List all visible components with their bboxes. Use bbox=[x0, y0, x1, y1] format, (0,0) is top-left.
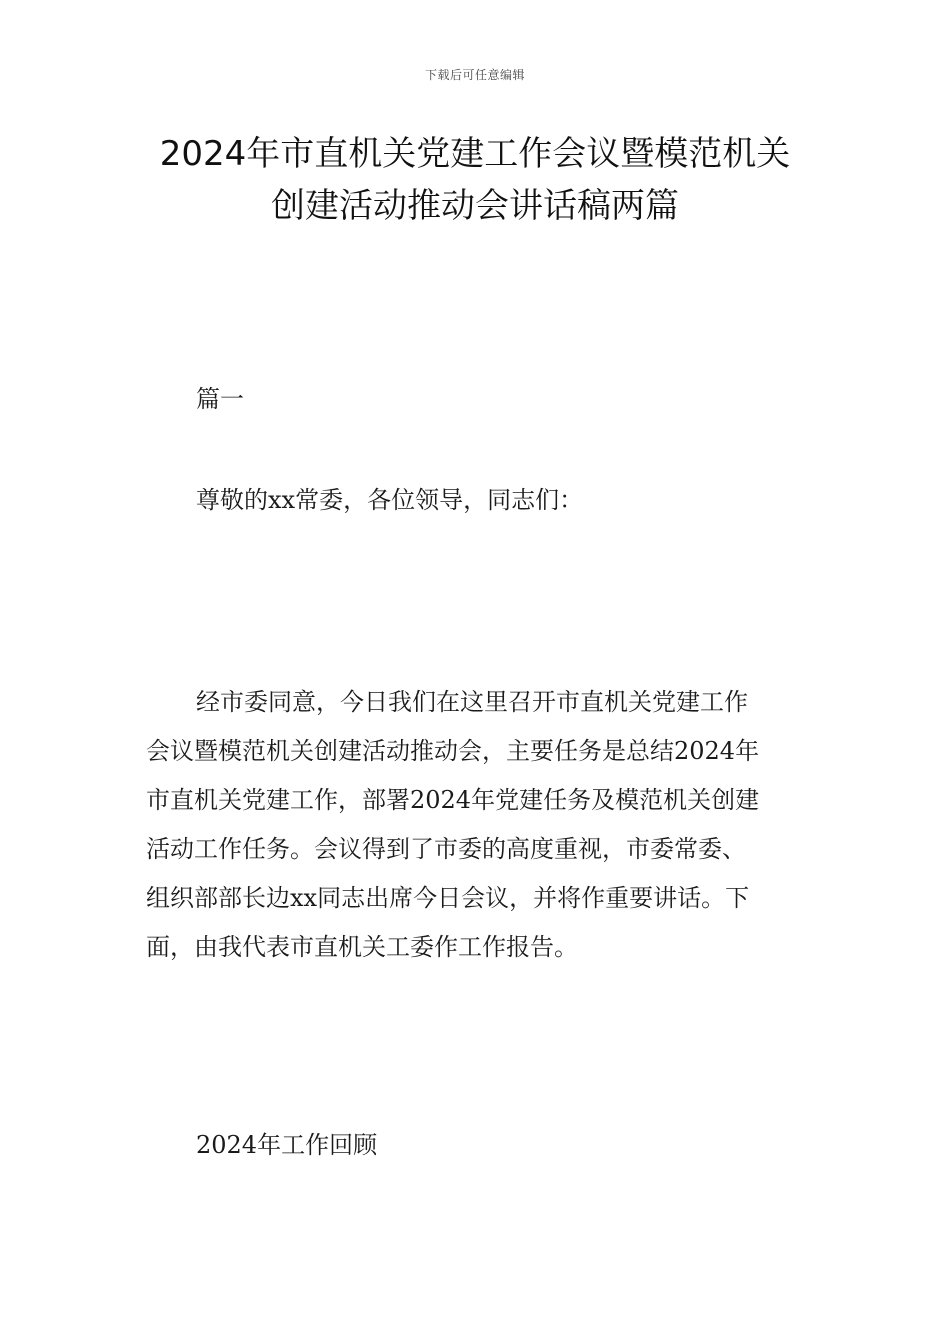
paragraph-line: 经市委同意，今日我们在这里召开市直机关党建工作 bbox=[196, 688, 748, 716]
title-line-2: 创建活动推动会讲话稿两篇 bbox=[271, 186, 679, 226]
salutation: 尊敬的xx常委，各位领导，同志们： bbox=[196, 486, 584, 514]
paragraph-line: 活动工作任务。会议得到了市委的高度重视，市委常委、 bbox=[146, 835, 746, 863]
document-title bbox=[140, 128, 810, 232]
section-label: 篇一 bbox=[196, 385, 244, 413]
subheading: 2024年工作回顾 bbox=[196, 1131, 378, 1159]
paragraph-line: 会议暨模范机关创建活动推动会，主要任务是总结2024年 bbox=[146, 737, 760, 765]
paragraph-line: 组织部部长边xx同志出席今日会议，并将作重要讲话。下 bbox=[146, 884, 750, 912]
header-note: 下载后可任意编辑 bbox=[424, 68, 525, 82]
paragraph-line: 面，由我代表市直机关工委作工作报告。 bbox=[146, 933, 578, 961]
body-paragraph bbox=[146, 678, 806, 972]
paragraph-line: 市直机关党建工作，部署2024年党建任务及模范机关创建 bbox=[146, 786, 760, 814]
title-line-1: 2024年市直机关党建工作会议暨模范机关 bbox=[159, 134, 791, 174]
